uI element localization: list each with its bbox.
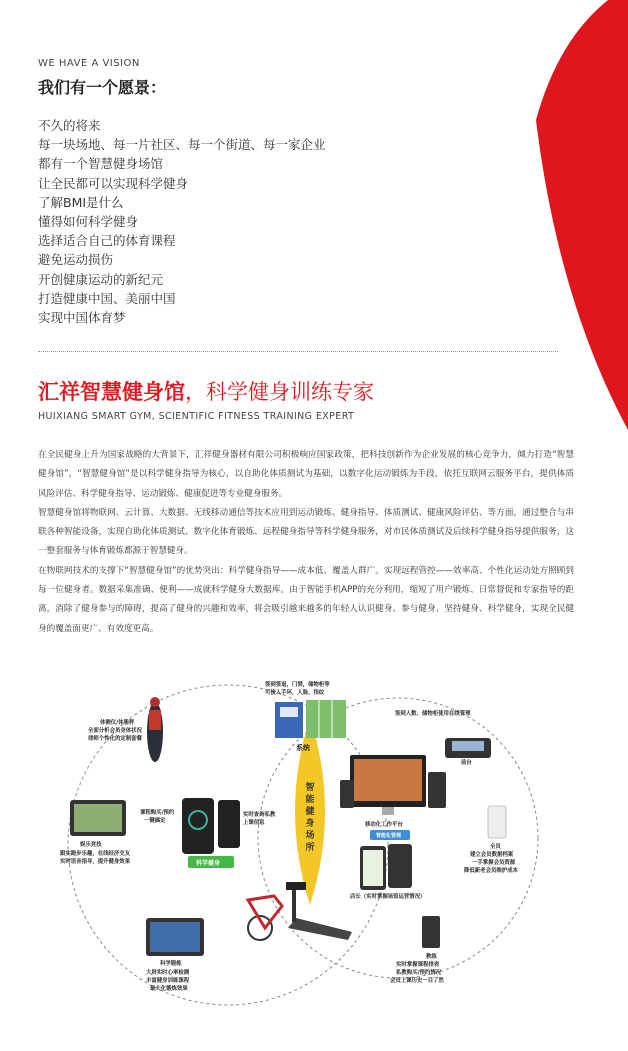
cashier-text: 一手掌握会员资源 — [472, 860, 516, 866]
vision-line: 都有一个智慧健身场馆 — [38, 156, 164, 172]
vision-line: 了解BMI是什么 — [38, 194, 124, 210]
intro-paragraph: 在全民健身上升为国家战略的大背景下，汇祥健身器材有限公司积极响应国家政策，把科技创新作为企业发展的核心竞争力，倾力打造“智慧健身馆”，“智慧健身馆”是以科学健身指导为核心，以自助化体质测试为基础，以数字化运动锻炼为手段，依托互联网云服务平台，提供体质风险评估、科学健身指导、运动锻炼、健康促进等专业健身服务。 — [38, 450, 574, 499]
vision-heading: 我们有一个愿景： — [38, 78, 167, 97]
locker-cabinet — [306, 700, 346, 738]
dotted-divider — [38, 351, 558, 352]
body-analysis-text: 体侧仪/体脂秤 — [100, 720, 135, 726]
vision-line: 选择适合自己的体育课程 — [38, 233, 176, 249]
vision-line: 每一块场地、每一片社区、每一个街道、每一家企业 — [38, 137, 326, 153]
coach-phone — [422, 916, 440, 948]
vision-line: 避免运动损伤 — [38, 252, 114, 268]
treadmill-console — [286, 882, 306, 890]
ent-text: 娱乐竞技 — [80, 842, 102, 848]
app-side-text: 一键搞定 — [144, 818, 166, 824]
training-text: 丰富健身训练课程 — [146, 978, 190, 984]
side-phone-2 — [428, 772, 446, 808]
training-text: 大屏实时心率检测 — [146, 970, 190, 976]
training-tablet-screen — [150, 922, 200, 952]
training-text: 科学锻炼 — [160, 961, 182, 967]
ent-text: 实时语音指导，提升健身效果 — [60, 859, 131, 865]
treadmill-post — [292, 886, 296, 922]
coach-text: 实时掌握课程排表 — [396, 962, 440, 968]
bike-frame — [248, 896, 282, 928]
coach-text: 会员上课历史一目了然 — [390, 978, 444, 984]
manager-phone-screen — [363, 850, 383, 886]
mobile-badge-label: 智能化管理 — [376, 833, 402, 839]
access-text: 可接入手环，人脸，指纹 — [265, 690, 325, 696]
vision-line: 实现中国体育梦 — [38, 310, 126, 326]
brand-title — [38, 376, 374, 406]
brand-title-rest: ，科学健身训练专家 — [185, 380, 374, 404]
manager-text: 店长（实时掌握场馆运营情况） — [350, 894, 426, 900]
treadmill — [288, 918, 352, 940]
vision-list — [38, 116, 326, 327]
vision-line: 让全民都可以实现科学健身 — [38, 175, 189, 191]
center-char: 所 — [305, 843, 315, 853]
brand-title-bold: 汇祥智慧健身馆 — [38, 380, 185, 404]
app-badge-label: 科学健身 — [196, 860, 221, 867]
coach-text: 教练 — [426, 954, 437, 960]
body-analysis-text: 全面分析会员身体状况 — [88, 728, 142, 734]
center-char: 能 — [305, 795, 315, 805]
body-figure-head — [150, 697, 160, 707]
training-text: 最大化锻炼效果 — [150, 986, 188, 992]
brand-subtitle: HUIXIANG SMART GYM, SCIENTIFIC FITNESS TRAINING EXPERT — [38, 411, 355, 422]
realtime-text: 上课信息 — [243, 820, 265, 826]
vision-line: 懂得如何科学健身 — [38, 214, 139, 230]
mobile-title: 移动化工作平台 — [365, 822, 403, 828]
body-analysis-text: 律师个性化的定制套餐 — [88, 736, 142, 742]
center-char: 场 — [305, 831, 315, 841]
cashier-phone — [488, 806, 506, 838]
vision-line: 不久的将来 — [38, 118, 101, 133]
side-phone — [340, 780, 354, 808]
red-corner-decoration — [488, 0, 628, 430]
coach-text: 私教购买/预约情况 — [396, 970, 442, 976]
system-label: 系统 — [296, 744, 310, 752]
vision-line: 开创健康运动的新纪元 — [38, 271, 164, 287]
app-phone-2 — [218, 800, 240, 848]
intro-text — [38, 446, 574, 639]
gate-screen — [280, 707, 298, 717]
center-char: 身 — [305, 819, 315, 829]
checkin-text: 签到人数、储物柜使用在线管理 — [395, 711, 471, 717]
intro-paragraph: 在物联网技术的支撑下“智慧健身馆”的优势突出：科学健身指导——成本低、覆盖人群广。实现远程管控——效率高、个性化运动处方照顾到每一位健身者。数据采集准确、便利——成就科学健身大数据库。由于智能手机APP的充分利用，缩短了用户锻炼、日常督促和专家指导的距离，消除了健身参与的障碍，提高了健身的兴趣和效率，将会吸引越来越多的年轻人认识健身、参与健身、坚持健身、科学健身，实现全民健身的覆盖面更广、有效度更高。 — [38, 565, 574, 634]
ent-text: 跟实跑步乐趣，在线经济交友 — [60, 851, 131, 857]
access-text: 签到签退，门禁，储物柜等 — [265, 682, 330, 688]
front-desk-screen — [452, 741, 484, 751]
app-phone — [182, 798, 214, 854]
manager-phone-2 — [388, 844, 412, 888]
monitor-stand — [382, 807, 394, 815]
realtime-text: 实时查询私教 — [243, 812, 276, 818]
app-side-text: 课程购买/预约 — [140, 810, 175, 816]
cashier-text: 降低新老会员维护成本 — [464, 868, 518, 874]
mobile-monitor-screen — [354, 759, 422, 801]
cashier-text: 全员 — [490, 844, 501, 850]
front-desk-label: 前台 — [461, 760, 472, 766]
center-char: 智 — [305, 783, 315, 793]
smart-gym-diagram — [60, 660, 565, 1020]
vision-line: 打造健康中国、美丽中国 — [38, 290, 176, 306]
vision-eyebrow: WE HAVE A VISION — [38, 58, 140, 69]
ent-tablet-screen — [74, 804, 122, 832]
cashier-text: 建立会员数据档案 — [470, 852, 514, 858]
center-char: 健 — [305, 807, 315, 817]
intro-paragraph: 智慧健身馆将物联网、云计算、大数据、无线移动通信等技术应用到运动锻炼、健身指导、体质测试、健康风险评估、等方面，通过整合与串联各种智能设备，实现自助化体质测试、数字化体育锻炼、远程健身指导等科学健身服务，对市民体质测试及后续科学健身指导提供服务，这一整套服务与体育锻炼都源于智慧健身。 — [38, 507, 574, 557]
body-figure-torso — [149, 710, 161, 730]
